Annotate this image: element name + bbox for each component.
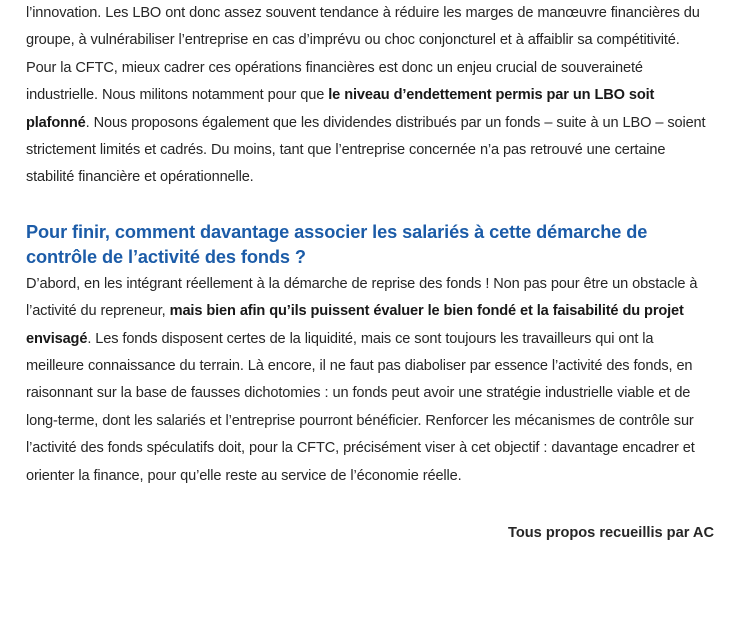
article-credit-line: Tous propos recueillis par AC: [508, 525, 714, 542]
paragraph-cftc-text-part-2: . Nous proposons également que les dividendes distribués par un fonds – suite à un LBO – soient strictement limités et cadrés. Du moins, tant que l’entreprise concernée n’a pas retrouvé une certaine stabilité financière et opérationnelle.: [26, 114, 706, 186]
paragraph-association-text-part-1: D’abord, en les intégrant réellement à la démarche de reprise des fonds ! Non pas pour être un obstacle à l’activité du repreneur,: [26, 275, 698, 320]
paragraph-cftc-bold-plafonnement: le niveau d’endettement permis par un LBO soit plafonné: [26, 87, 655, 131]
paragraph-innovation-lbo: l’innovation. Les LBO ont donc assez souvent tendance à réduire les marges de manœuvre financières du groupe, à vulnérabiliser l’entreprise en cas d’imprévu ou choc conjoncturel et à affaiblir sa compétitivité.: [26, 5, 700, 49]
paragraph-association-bold-faisabilite: mais bien afin qu’ils puissent évaluer le bien fondé et la faisabilité du projet envisagé: [26, 303, 684, 347]
section-heading-associer-salaries: Pour finir, comment davantage associer les salariés à cette démarche de contrôle de l’activité des fonds ?: [26, 221, 648, 268]
paragraph-cftc-text-part-1: Pour la CFTC, mieux cadrer ces opérations financières est donc un enjeu crucial de souveraineté industrielle. Nous militons notamment pour que: [26, 59, 643, 104]
paragraph-cftc-encadrement: [26, 55, 714, 192]
paragraph-association-text-part-2: . Les fonds disposent certes de la liquidité, mais ce sont toujours les travailleurs qui ont la meilleure connaissance du terrain. Là encore, il ne faut pas diaboliser par essence l’activité des fonds, en raisonnant sur la base de fausses dichotomies : un fonds peut avoir une stratégie industrielle viable et de long-terme, dont les salariés et l’entreprise pourront bénéficier. Renforcer les mécanismes de contrôle sur l’activité des fonds spéculatifs doit, pour la CFTC, précisément viser à cet objectif : davantage encadrer et orienter la finance, pour qu’elle reste au service de l’économie réelle.: [26, 330, 695, 484]
article-content: [26, 0, 714, 548]
paragraph-association-salaries: [26, 271, 714, 490]
